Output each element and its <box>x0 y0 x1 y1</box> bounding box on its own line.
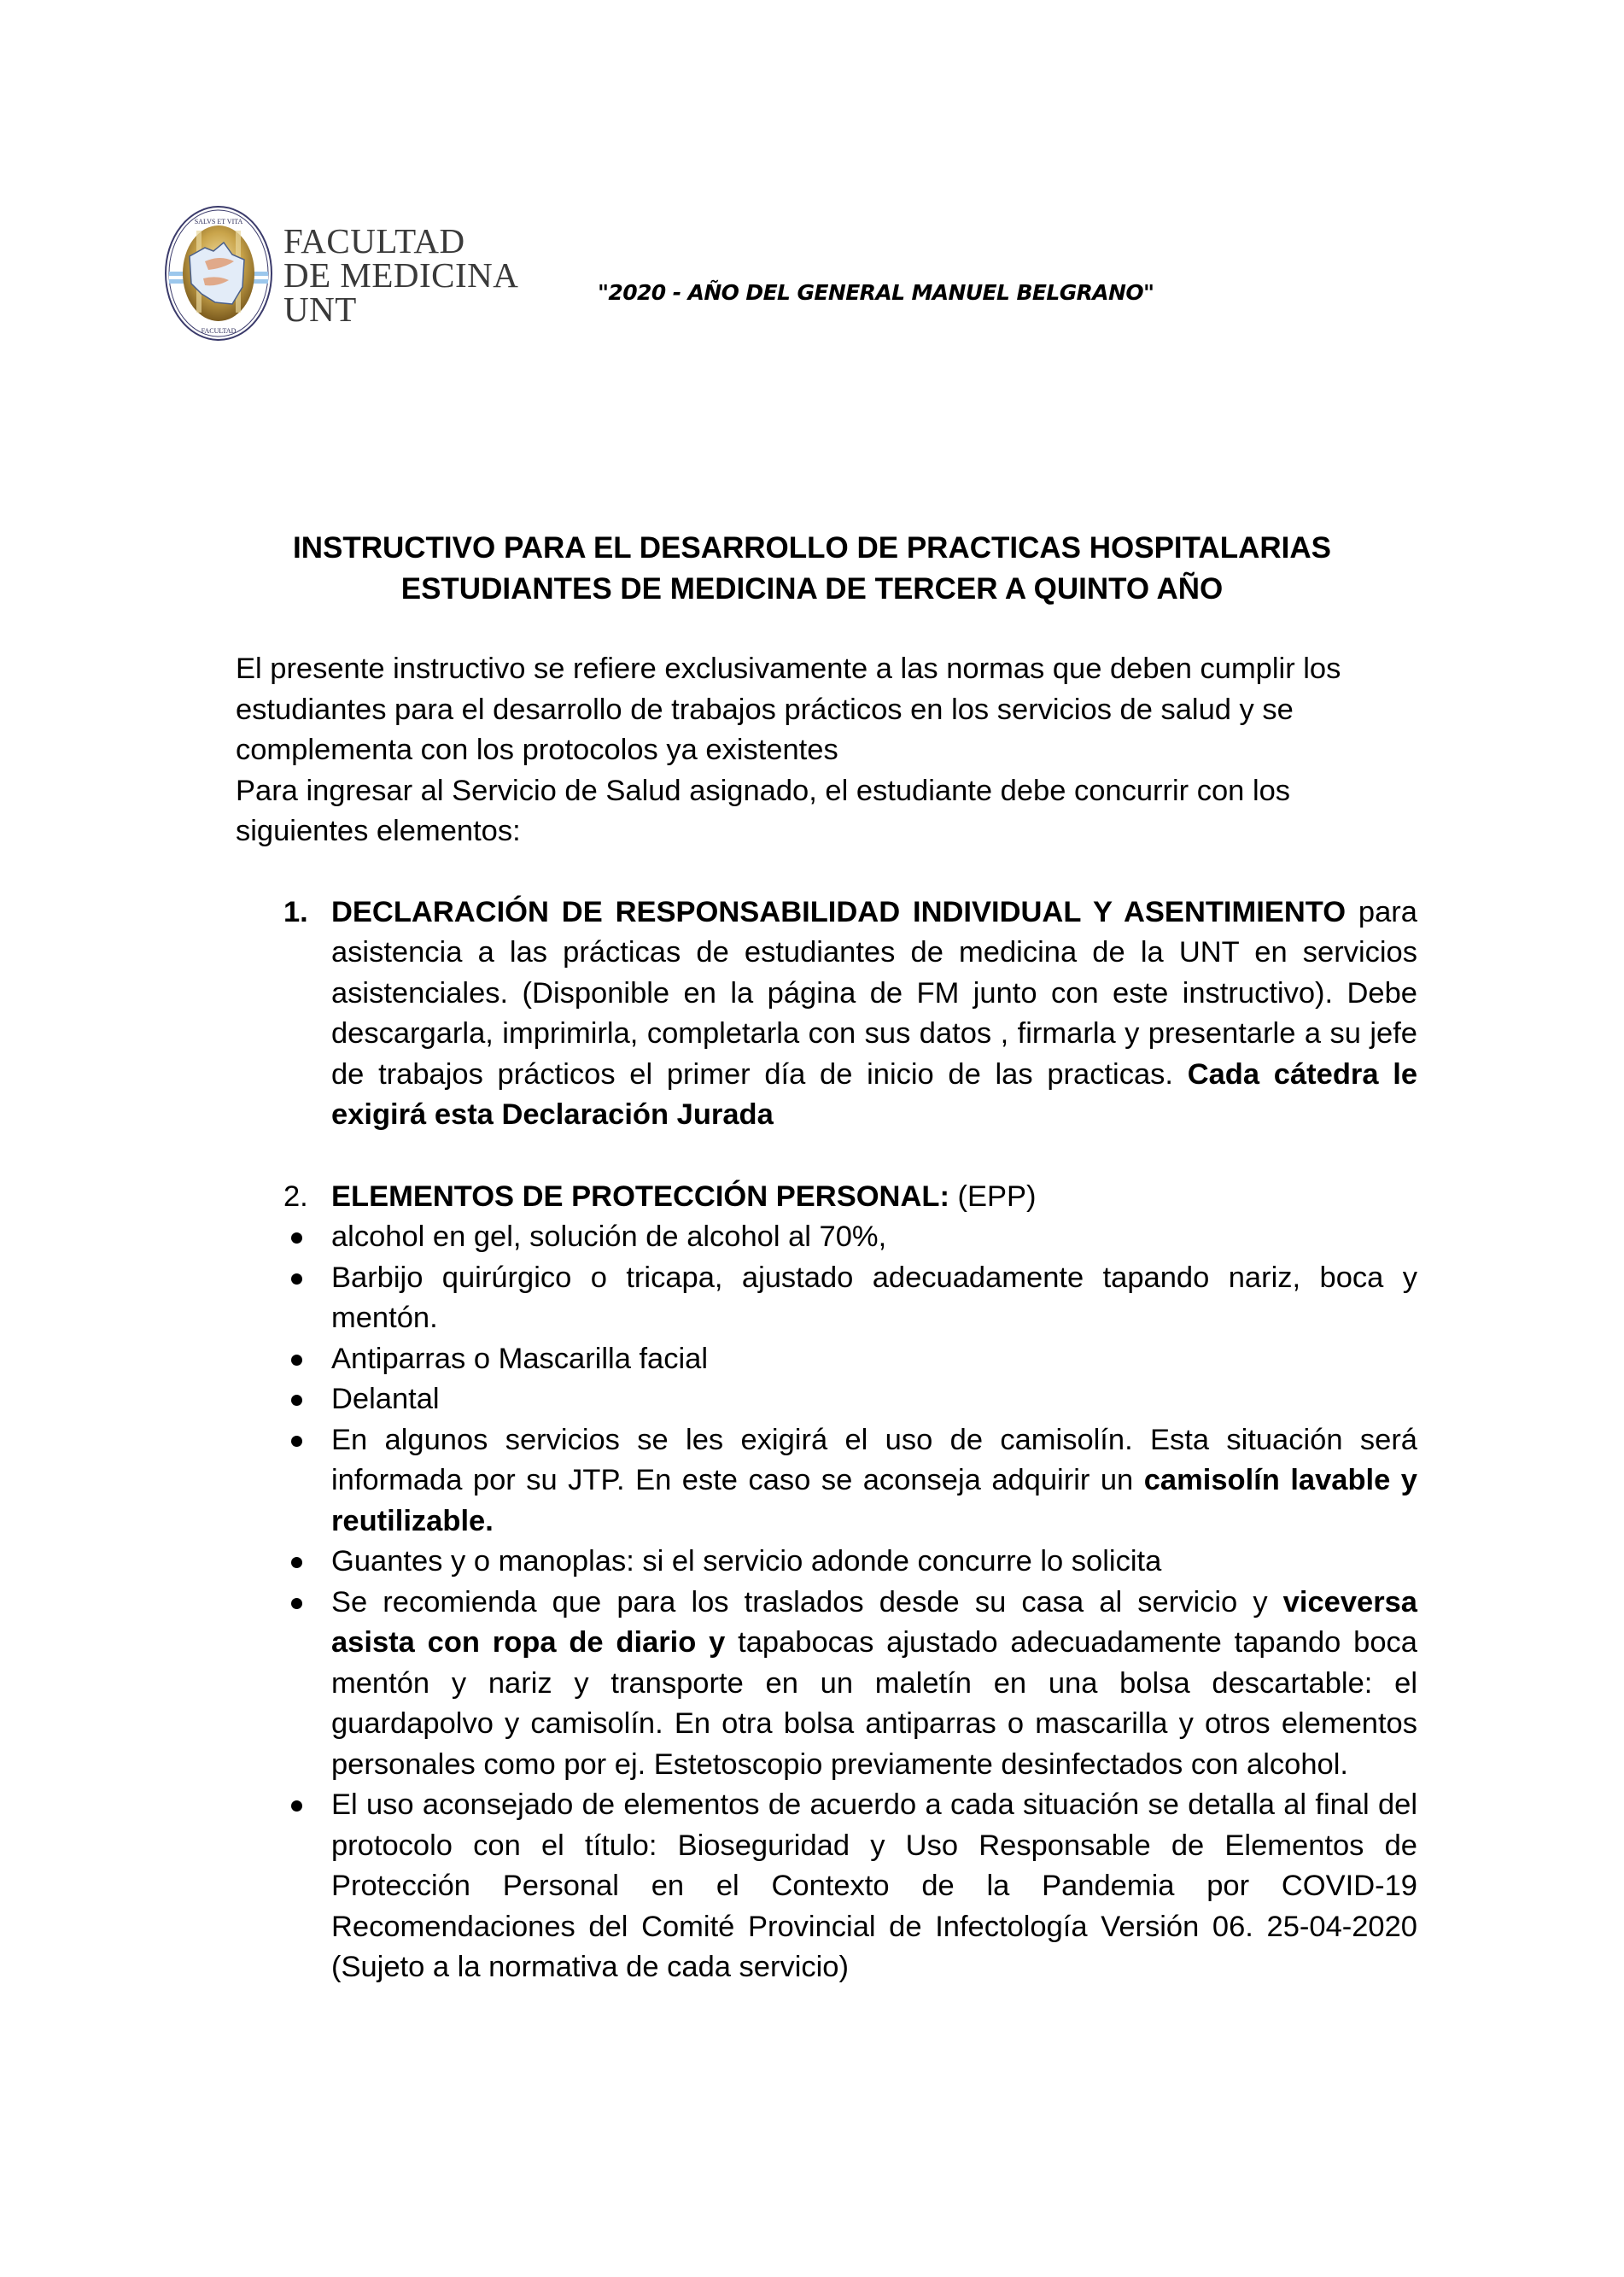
svg-text:FACULTAD: FACULTAD <box>201 327 237 335</box>
logo-line-1: FACULTAD <box>283 221 465 260</box>
list-item <box>236 1217 1417 1258</box>
numbered-item-epp <box>236 1177 1417 1218</box>
letterhead <box>164 205 1445 350</box>
bullet-text: Barbijo quirúrgico o tricapa, ajustado adecuadamente tapando nariz, boca y mentón. <box>331 1261 1417 1334</box>
bullet-text: Antiparras o Mascarilla facial <box>331 1342 709 1375</box>
bullet-icon <box>291 1800 302 1812</box>
bullet-text: Guantes y o manoplas: si el servicio adonde concurre lo solicita <box>331 1545 1162 1578</box>
list-item <box>236 1420 1417 1542</box>
bullet-icon <box>291 1557 302 1568</box>
title-line-2: ESTUDIANTES DE MEDICINA DE TERCER A QUINTO AÑO <box>400 572 1224 606</box>
epp-bullet-list <box>236 1217 1417 1988</box>
bullet-icon <box>291 1395 302 1406</box>
document-body <box>236 649 1417 1988</box>
bullet-text: Delantal <box>331 1383 440 1415</box>
faculty-logo-wordmark <box>283 221 519 329</box>
intro-paragraph-1: El presente instructivo se refiere exclusivamente a las normas que deben cumplir los estudiantes para el desarrollo de trabajos prácticos en los servicios de salud y se complementa con los protocolos ya existentes <box>236 653 1341 766</box>
bullet-text <box>331 1424 1417 1537</box>
list-item <box>236 1785 1417 1988</box>
item-bold-lead: DECLARACIÓN DE RESPONSABILIDAD INDIVIDUAL Y ASENTIMIENTO <box>331 895 1347 928</box>
title-line-1: INSTRUCTIVO PARA EL DESARROLLO DE PRACTICAS HOSPITALARIAS <box>293 531 1331 565</box>
bullet-text <box>331 1586 1417 1781</box>
list-item <box>236 1339 1417 1380</box>
logo-line-2: DE MEDICINA <box>283 255 519 295</box>
bullet-icon <box>291 1232 302 1244</box>
list-item <box>236 1258 1417 1339</box>
year-slogan: "2020 - AÑO DEL GENERAL MANUEL BELGRANO" <box>598 280 1154 305</box>
bullet-icon <box>291 1273 302 1285</box>
logo-line-3: UNT <box>283 290 357 329</box>
bullet-text-regular: En algunos servicios se les exigirá el uso de camisolín. Esta situación será informada por su JTP. En este caso se aconseja adquirir un <box>331 1423 1417 1496</box>
bullet-text-bold: viceversa asista con ropa de diario y <box>331 1585 1417 1659</box>
bullet-text-bold: camisolín lavable y reutilizable. <box>331 1464 1417 1537</box>
numbered-item-declaration <box>236 893 1417 1136</box>
document-title <box>0 528 1624 610</box>
item-text: para asistencia a las prácticas de estudiantes de medicina de la UNT en servicios asistenciales. (Disponible en la página de FM junto con este instructivo). Debe descargarla, imprimirla, completarla con sus datos , firmarla y presentarle a su jefe de trabajos prácticos el primer día de inicio de las practicas. <box>331 895 1417 1091</box>
item-body <box>331 896 1417 1132</box>
bullet-icon <box>291 1355 302 1366</box>
item-bold-tail: Cada cátedra le exigirá esta Declaración Jurada <box>331 1057 1418 1131</box>
svg-text:SALVS ET VITA: SALVS ET VITA <box>194 218 243 225</box>
item-number: 2. <box>283 1179 308 1213</box>
item-text: (EPP) <box>949 1179 1037 1213</box>
bullet-text-regular: Se recomienda que para los traslados desde su casa al servicio y <box>331 1585 1283 1618</box>
item-bold-lead: ELEMENTOS DE PROTECCIÓN PERSONAL: <box>331 1179 949 1213</box>
bullet-text-regular-after: tapabocas ajustado adecuadamente tapando boca mentón y nariz y transporte en un maletín en una bolsa descartable: el guardapolvo y camisolín. En otra bolsa antiparras o mascarilla y otros elementos personales como por ej. Estetoscopio previamente desinfectados con alcohol. <box>331 1626 1417 1781</box>
item-number: 1. <box>283 895 308 928</box>
bullet-text: alcohol en gel, solución de alcohol al 70%, <box>331 1220 887 1253</box>
intro-paragraph-2: Para ingresar al Servicio de Salud asignado, el estudiante debe concurrir con los siguientes elementos: <box>236 774 1291 847</box>
bullet-icon <box>291 1598 302 1609</box>
faculty-seal-icon <box>164 205 273 342</box>
list-item <box>236 1583 1417 1786</box>
item-body <box>331 1180 1037 1213</box>
list-item <box>236 1542 1417 1583</box>
bullet-text: El uso aconsejado de elementos de acuerdo a cada situación se detalla al final del protocolo con el título: Bioseguridad y Uso Responsable de Elementos de Protección Personal en el Contexto de la Pandemia por COVID-19 Recomendaciones del Comité Provincial de Infectología Versión 06. 25-04-2020 (Sujeto a la normativa de cada servicio) <box>331 1788 1417 1983</box>
list-item <box>236 1379 1417 1420</box>
bullet-icon <box>291 1436 302 1447</box>
